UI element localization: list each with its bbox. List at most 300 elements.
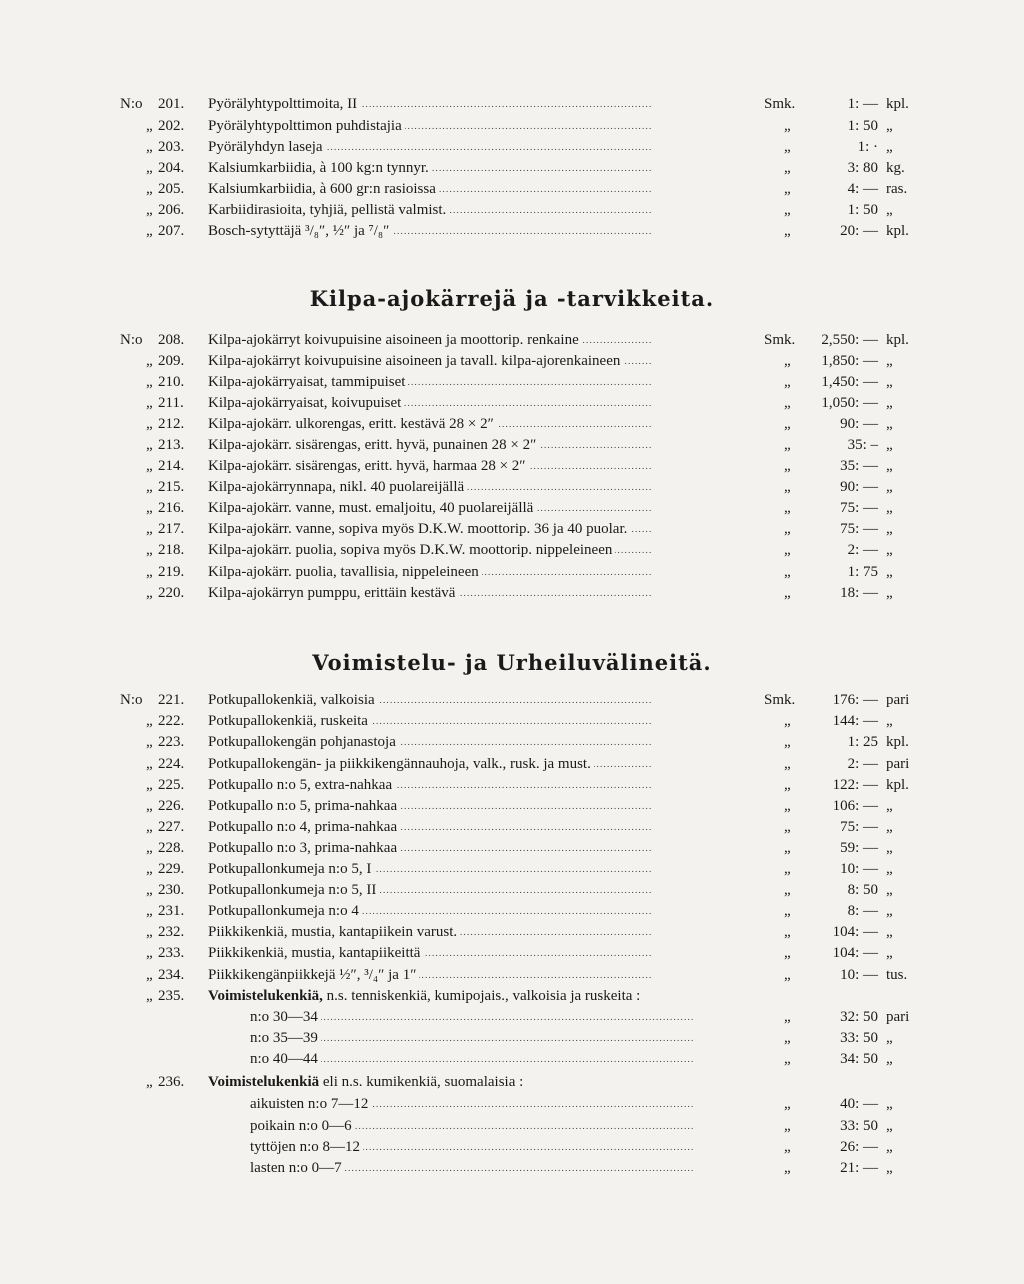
item-unit: pari — [886, 756, 910, 772]
item-bold-name: Voimistelukenkiä, — [208, 988, 323, 1004]
item-unit: „ — [886, 479, 893, 495]
ditto-mark: „ — [146, 139, 153, 155]
item-number: 234. — [158, 967, 185, 983]
item-description-text — [208, 798, 400, 814]
item-unit: „ — [886, 1051, 893, 1067]
item-description-label: Potkupallokengän- ja piikkikengännauhoja, valk., rusk. ja must. — [208, 756, 591, 772]
item-description-text — [208, 96, 360, 112]
list-item — [0, 137, 1024, 158]
item-price: 1: 25 — [847, 734, 878, 750]
item-number: 207. — [158, 223, 185, 239]
item-unit: kpl. — [886, 223, 909, 239]
item-price: 10: — — [840, 861, 878, 877]
ditto-mark: „ — [146, 353, 153, 369]
list-item — [0, 477, 1024, 498]
item-number: 202. — [158, 118, 185, 134]
item-description-text — [208, 160, 432, 176]
currency-label: „ — [784, 353, 791, 369]
item-price: 90: — — [840, 479, 878, 495]
currency-label: „ — [784, 1139, 791, 1155]
item-price: 35: – — [847, 437, 878, 453]
item-description — [208, 519, 758, 540]
ditto-mark: „ — [146, 903, 153, 919]
currency-label: „ — [784, 713, 791, 729]
item-description — [208, 116, 758, 137]
item-number: 228. — [158, 840, 185, 856]
item-description — [208, 796, 758, 817]
item-description — [208, 477, 758, 498]
item-description-label: Potkupallokenkiä, valkoisia — [208, 692, 375, 708]
item-description — [208, 179, 758, 200]
ditto-mark: „ — [146, 223, 153, 239]
list-item — [0, 414, 1024, 435]
item-description-label: Karbiidirasioita, tyhjiä, pellistä valmist. — [208, 202, 447, 218]
item-price: 104: — — [832, 945, 878, 961]
item-number: 224. — [158, 756, 185, 772]
item-description — [208, 859, 758, 880]
list-item — [0, 796, 1024, 817]
currency-label: „ — [784, 223, 791, 239]
currency-label: „ — [784, 1118, 791, 1134]
item-description-label: Kilpa-ajokärryt koivupuisine aisoineen ja moottorip. renkaine — [208, 332, 579, 348]
item-unit: ras. — [886, 181, 908, 197]
currency-label: „ — [784, 1160, 791, 1176]
item-unit: „ — [886, 882, 893, 898]
item-price: 8: 50 — [847, 882, 878, 898]
item-price: 33: 50 — [840, 1118, 878, 1134]
item-description — [250, 1028, 780, 1049]
item-description-label: Potkupallo n:o 4, prima-nahkaa — [208, 819, 398, 835]
currency-label: Smk. — [764, 692, 796, 708]
item-description — [208, 901, 758, 922]
list-item — [0, 1028, 1024, 1049]
item-description-label: eli n.s. kumikenkiä, suomalaisia : — [319, 1074, 524, 1090]
item-number: 209. — [158, 353, 185, 369]
currency-label: „ — [784, 777, 791, 793]
item-description-label: tyttöjen n:o 8—12 — [250, 1139, 360, 1155]
item-description-label: n:o 35—39 — [250, 1030, 318, 1046]
item-unit: „ — [886, 374, 893, 390]
item-unit: „ — [886, 945, 893, 961]
item-unit: kpl. — [886, 96, 909, 112]
currency-label: „ — [784, 1051, 791, 1067]
list-item — [0, 690, 1024, 711]
item-unit: „ — [886, 713, 893, 729]
currency-label: „ — [784, 861, 791, 877]
item-price: 90: — — [840, 416, 878, 432]
item-unit: pari — [886, 1009, 910, 1025]
item-description — [250, 1137, 780, 1158]
item-description — [208, 965, 758, 986]
item-description — [208, 562, 758, 583]
item-description-label: Kilpa-ajokärrynnapa, nikl. 40 puolareijällä — [208, 479, 465, 495]
item-description-text — [208, 882, 379, 898]
item-price: 26: — — [840, 1139, 878, 1155]
item-description-text — [208, 118, 405, 134]
item-description-text — [250, 1009, 321, 1025]
currency-label: „ — [784, 479, 791, 495]
item-price: 34: 50 — [840, 1051, 878, 1067]
item-description-label: Pyörälyhtypolttimoita, II — [208, 96, 358, 112]
item-description-label: Kilpa-ajokärr. puolia, sopiva myös D.K.W. moottorip. nippeleineen — [208, 542, 613, 558]
item-price: 75: — — [840, 521, 878, 537]
item-price: 10: — — [840, 967, 878, 983]
ditto-mark: „ — [146, 564, 153, 580]
list-item — [0, 116, 1024, 137]
list-item — [0, 922, 1024, 943]
item-number: 205. — [158, 181, 185, 197]
list-item — [0, 1007, 1024, 1028]
item-unit: kg. — [886, 160, 905, 176]
item-unit: „ — [886, 353, 893, 369]
item-description-label: Pyörälyhtypolttimon puhdistajia — [208, 118, 402, 134]
item-description-label: Piikkikenkiä, mustia, kantapiikeittä — [208, 945, 421, 961]
item-unit: „ — [886, 500, 893, 516]
list-item — [0, 901, 1024, 922]
item-description-label: n:o 30—34 — [250, 1009, 318, 1025]
item-price: 75: — — [840, 500, 878, 516]
list-item — [0, 965, 1024, 986]
list-item — [0, 456, 1024, 477]
item-price: 18: — — [840, 585, 878, 601]
item-price: 1: · — [857, 139, 878, 155]
item-description-text — [208, 500, 536, 516]
item-price: 144: — — [832, 713, 878, 729]
item-description-label: Potkupallo n:o 3, prima-nahkaa — [208, 840, 398, 856]
item-price: 106: — — [832, 798, 878, 814]
item-unit: „ — [886, 1118, 893, 1134]
item-unit: „ — [886, 202, 893, 218]
item-unit: tus. — [886, 967, 908, 983]
currency-label: „ — [784, 521, 791, 537]
item-description — [208, 330, 758, 351]
item-description-label: Piikkikenkiä, mustia, kantapiikein varust. — [208, 924, 458, 940]
item-unit: „ — [886, 139, 893, 155]
item-description-text — [208, 1074, 526, 1090]
item-description-label: Potkupallonkumeja n:o 4 — [208, 903, 359, 919]
item-number: 203. — [158, 139, 185, 155]
item-description-text — [208, 542, 615, 558]
item-description — [208, 754, 758, 775]
item-number: 206. — [158, 202, 185, 218]
item-price: 122: — — [832, 777, 878, 793]
currency-label: „ — [784, 437, 791, 453]
item-number: 212. — [158, 416, 185, 432]
item-price: 1: 50 — [847, 202, 878, 218]
ditto-mark: „ — [146, 374, 153, 390]
item-description-label: Kilpa-ajokärryaisat, tammipuiset — [208, 374, 406, 390]
item-number: 210. — [158, 374, 185, 390]
currency-label: „ — [784, 160, 791, 176]
item-description — [208, 498, 758, 519]
item-price: 59: — — [840, 840, 878, 856]
list-item — [0, 435, 1024, 456]
ditto-mark: „ — [146, 479, 153, 495]
currency-label: „ — [784, 458, 791, 474]
item-price: 21: — — [840, 1160, 878, 1176]
currency-label: „ — [784, 819, 791, 835]
item-number: 215. — [158, 479, 185, 495]
currency-label: „ — [784, 882, 791, 898]
ditto-mark: „ — [146, 840, 153, 856]
item-description-label: Potkupallonkumeja n:o 5, II — [208, 882, 377, 898]
item-description-label: Potkupallo n:o 5, extra-nahkaa — [208, 777, 393, 793]
item-description-text — [208, 223, 392, 239]
currency-label: „ — [784, 139, 791, 155]
list-item — [0, 498, 1024, 519]
ditto-mark: „ — [146, 734, 153, 750]
list-item — [0, 562, 1024, 583]
list-item — [0, 775, 1024, 796]
item-description-label: poikain n:o 0—6 — [250, 1118, 352, 1134]
item-price: 1: 75 — [847, 564, 878, 580]
item-price: 1,050: — — [821, 395, 878, 411]
item-unit: kpl. — [886, 332, 909, 348]
item-unit: „ — [886, 542, 893, 558]
item-description — [208, 372, 758, 393]
item-price: 33: 50 — [840, 1030, 878, 1046]
item-description — [208, 540, 758, 561]
item-bold-name: Voimistelukenkiä — [208, 1074, 320, 1090]
item-price: 1: 50 — [847, 118, 878, 134]
item-description-label: Potkupallokenkiä, ruskeita — [208, 713, 368, 729]
list-item — [0, 838, 1024, 859]
item-description-label: Pyörälyhdyn laseja — [208, 139, 323, 155]
ditto-mark: „ — [146, 713, 153, 729]
ditto-mark: „ — [146, 882, 153, 898]
item-price: 3: 80 — [847, 160, 878, 176]
item-description-label: Potkupallokengän pohjanastoja — [208, 734, 396, 750]
currency-label: „ — [784, 840, 791, 856]
item-price: 35: — — [840, 458, 878, 474]
item-description — [208, 435, 758, 456]
item-description-text — [208, 734, 399, 750]
currency-label: „ — [784, 500, 791, 516]
item-description-text — [250, 1096, 371, 1112]
item-price: 2: — — [847, 756, 878, 772]
item-description-label: Bosch-sytyttäjä ³/₈″, ½″ ja ⁷/₈″ — [208, 223, 390, 239]
ditto-mark: „ — [146, 798, 153, 814]
item-number: 222. — [158, 713, 185, 729]
item-description — [208, 880, 758, 901]
item-description — [208, 817, 758, 838]
item-description-text — [250, 1139, 363, 1155]
currency-label: „ — [784, 1009, 791, 1025]
item-description-label: Kilpa-ajokärr. sisärengas, eritt. hyvä, harmaa 28 × 2″ — [208, 458, 526, 474]
item-price: 20: — — [840, 223, 878, 239]
item-description — [250, 1158, 780, 1179]
item-description-text — [208, 202, 449, 218]
list-item — [0, 330, 1024, 351]
item-number: 219. — [158, 564, 185, 580]
item-description-text — [208, 692, 378, 708]
item-number: 208. — [158, 332, 185, 348]
ditto-mark: „ — [146, 521, 153, 537]
ditto-mark: „ — [146, 777, 153, 793]
item-number: 213. — [158, 437, 185, 453]
item-description-text — [208, 395, 404, 411]
item-description-label: Kilpa-ajokärr. ulkorengas, eritt. kestävä 28 × 2″ — [208, 416, 494, 432]
item-price: 32: 50 — [840, 1009, 878, 1025]
ditto-mark: „ — [146, 585, 153, 601]
item-description — [208, 456, 758, 477]
list-item — [0, 393, 1024, 414]
item-number: 217. — [158, 521, 185, 537]
item-description — [208, 393, 758, 414]
item-description-text — [208, 332, 582, 348]
ditto-mark: „ — [146, 756, 153, 772]
ditto-mark: „ — [146, 988, 153, 1004]
item-description-label: Piikkikengänpiikkejä ½″, ³/₄″ ja 1″ — [208, 967, 417, 983]
item-number: 204. — [158, 160, 185, 176]
item-prefix: N:o — [120, 96, 143, 112]
item-price: 8: — — [847, 903, 878, 919]
currency-label: „ — [784, 118, 791, 134]
item-description-text — [208, 819, 400, 835]
ditto-mark: „ — [146, 181, 153, 197]
item-number: 223. — [158, 734, 185, 750]
item-unit: „ — [886, 861, 893, 877]
item-description-text — [208, 437, 539, 453]
section-heading: Kilpa-ajokärrejä ja -tarvikkeita. — [309, 286, 715, 311]
item-description-label: Kilpa-ajokärr. puolia, tavallisia, nippeleineen — [208, 564, 479, 580]
item-description-text — [208, 416, 497, 432]
item-description-label: Kilpa-ajokärryn pumppu, erittäin kestävä — [208, 585, 456, 601]
list-item — [0, 859, 1024, 880]
item-unit: „ — [886, 437, 893, 453]
list-item — [0, 754, 1024, 775]
item-description-text — [208, 945, 423, 961]
item-number: 227. — [158, 819, 185, 835]
list-item — [0, 221, 1024, 242]
item-description-label: aikuisten n:o 7—12 — [250, 1096, 369, 1112]
item-description-label: Potkupallonkumeja n:o 5, I — [208, 861, 372, 877]
item-description — [208, 922, 758, 943]
item-description-text — [208, 585, 458, 601]
currency-label: „ — [784, 945, 791, 961]
item-description-label: Kalsiumkarbiidia, à 600 gr:n rasioissa — [208, 181, 436, 197]
item-number: 220. — [158, 585, 185, 601]
item-description-label: n:o 40—44 — [250, 1051, 318, 1067]
item-description — [208, 1072, 768, 1093]
currency-label: „ — [784, 734, 791, 750]
item-price: 2: — — [847, 542, 878, 558]
currency-label: „ — [784, 1030, 791, 1046]
currency-label: „ — [784, 542, 791, 558]
list-item — [0, 1072, 1024, 1093]
item-price: 1,450: — — [821, 374, 878, 390]
item-description — [208, 137, 758, 158]
currency-label: „ — [784, 564, 791, 580]
list-item — [0, 1049, 1024, 1070]
item-price: 176: — — [832, 692, 878, 708]
ditto-mark: „ — [146, 1074, 153, 1090]
ditto-mark: „ — [146, 437, 153, 453]
item-price: 104: — — [832, 924, 878, 940]
item-number: 232. — [158, 924, 185, 940]
item-description — [208, 351, 758, 372]
item-description-label: Kalsiumkarbiidia, à 100 kg:n tynnyr. — [208, 160, 429, 176]
item-description — [250, 1049, 780, 1070]
item-description-text — [208, 374, 408, 390]
list-item — [0, 519, 1024, 540]
item-description — [208, 943, 758, 964]
item-unit: „ — [886, 458, 893, 474]
item-price: 40: — — [840, 1096, 878, 1112]
list-item — [0, 372, 1024, 393]
list-item — [0, 1137, 1024, 1158]
ditto-mark: „ — [146, 542, 153, 558]
item-description — [208, 158, 758, 179]
item-unit: „ — [886, 395, 893, 411]
item-unit: „ — [886, 1160, 893, 1176]
item-number: 201. — [158, 96, 185, 112]
item-description-text — [208, 777, 395, 793]
item-description-text — [208, 564, 482, 580]
item-description — [208, 94, 758, 115]
item-description-label: n.s. tenniskenkiä, kumipojais., valkoisia ja ruskeita : — [322, 988, 641, 1004]
item-description-label: lasten n:o 0—7 — [250, 1160, 342, 1176]
item-description — [208, 414, 758, 435]
item-unit: „ — [886, 521, 893, 537]
list-item — [0, 1094, 1024, 1115]
currency-label: „ — [784, 395, 791, 411]
item-description — [208, 221, 758, 242]
item-description — [208, 690, 758, 711]
item-unit: „ — [886, 416, 893, 432]
item-description-text — [208, 713, 371, 729]
item-description-text — [208, 840, 400, 856]
item-description — [250, 1116, 780, 1137]
item-description-text — [208, 479, 467, 495]
item-description-text — [208, 988, 643, 1004]
item-number: 235. — [158, 988, 185, 1004]
item-price: 1,850: — — [821, 353, 878, 369]
currency-label: Smk. — [764, 332, 796, 348]
item-unit: „ — [886, 924, 893, 940]
currency-label: Smk. — [764, 96, 796, 112]
section-heading: Voimistelu- ja Urheiluvälineitä. — [312, 650, 712, 675]
item-prefix: N:o — [120, 692, 143, 708]
list-item — [0, 732, 1024, 753]
item-description — [208, 838, 758, 859]
currency-label: „ — [784, 798, 791, 814]
ditto-mark: „ — [146, 861, 153, 877]
ditto-mark: „ — [146, 416, 153, 432]
list-item — [0, 540, 1024, 561]
item-number: 231. — [158, 903, 185, 919]
item-description-label: Potkupallo n:o 5, prima-nahkaa — [208, 798, 398, 814]
item-description-label: Kilpa-ajokärryt koivupuisine aisoineen ja tavall. kilpa-ajorenkaineen — [208, 353, 621, 369]
item-price: 1: — — [847, 96, 878, 112]
item-number: 230. — [158, 882, 185, 898]
item-unit: „ — [886, 1139, 893, 1155]
list-item — [0, 200, 1024, 221]
item-description-text — [208, 181, 439, 197]
item-number: 211. — [158, 395, 184, 411]
list-item — [0, 986, 1024, 1007]
item-number: 229. — [158, 861, 185, 877]
item-unit: „ — [886, 564, 893, 580]
item-unit: „ — [886, 1096, 893, 1112]
currency-label: „ — [784, 585, 791, 601]
item-unit: „ — [886, 118, 893, 134]
item-unit: kpl. — [886, 734, 909, 750]
item-unit: „ — [886, 585, 893, 601]
item-unit: „ — [886, 903, 893, 919]
item-description — [208, 711, 758, 732]
item-unit: „ — [886, 840, 893, 856]
